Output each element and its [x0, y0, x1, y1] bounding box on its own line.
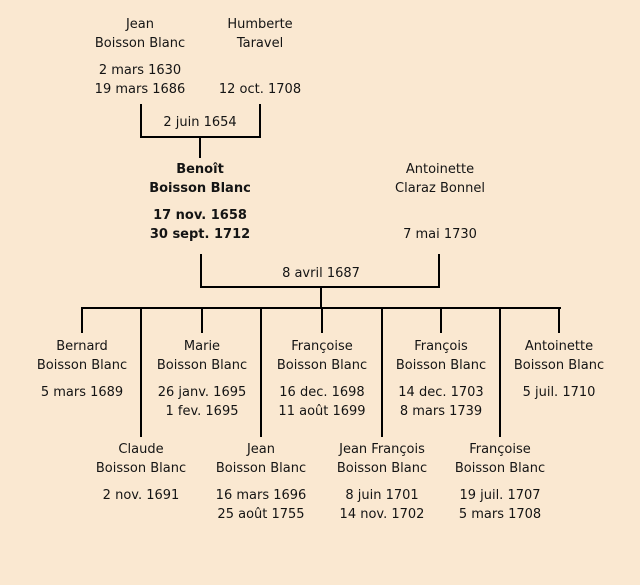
- connector-gen1-descent: [199, 136, 201, 158]
- person-name: Benoît: [176, 162, 224, 177]
- person-surname: Taravel: [236, 36, 284, 51]
- person-surname: Claraz Bonnel: [395, 181, 485, 196]
- person-name: François: [414, 339, 468, 354]
- death-date: [479, 402, 639, 421]
- person-antoinette-boisson-blanc: [479, 337, 639, 421]
- birth-date: [360, 206, 520, 225]
- person-surname: Boisson Blanc: [454, 461, 546, 476]
- death-date: 8 mars 1739: [399, 404, 483, 419]
- connector-gen2-father-drop: [200, 254, 202, 286]
- person-name: Françoise: [469, 442, 531, 457]
- person-name: Marie: [183, 339, 221, 354]
- connector-gen2-mother-drop: [438, 254, 440, 286]
- connector-child-marie: [201, 307, 203, 333]
- person-surname: Boisson Blanc: [95, 461, 187, 476]
- person-surname: Boisson Blanc: [156, 358, 248, 373]
- person-surname: Boisson Blanc: [336, 461, 428, 476]
- connector-child-francois: [440, 307, 442, 333]
- marriage-date-gen2: 8 avril 1687: [282, 266, 360, 281]
- person-surname: Boisson Blanc: [94, 36, 186, 51]
- birth-date: 14 dec. 1703: [398, 385, 484, 400]
- birth-date: 16 dec. 1698: [279, 385, 365, 400]
- person-name: Antoinette: [405, 162, 475, 177]
- birth-date: [180, 61, 340, 80]
- death-date: 7 mai 1730: [403, 227, 477, 242]
- person-name: Claude: [118, 442, 164, 457]
- marriage-date-gen1: 2 juin 1654: [163, 115, 237, 130]
- birth-date: 26 janv. 1695: [157, 385, 247, 400]
- death-date: 1 fev. 1695: [165, 404, 239, 419]
- person-humberte-taravel: [180, 15, 340, 99]
- person-antoinette-claraz-bonnel: [360, 160, 520, 244]
- death-date: 5 mars 1708: [458, 507, 542, 522]
- person-surname: Boisson Blanc: [36, 358, 128, 373]
- birth-date: 16 mars 1696: [215, 488, 307, 503]
- person-name: Bernard: [56, 339, 108, 354]
- person-name: Jean François: [339, 442, 425, 457]
- death-date: 30 sept. 1712: [149, 227, 251, 242]
- person-name: Jean: [246, 442, 276, 457]
- person-surname: Boisson Blanc: [513, 358, 605, 373]
- death-date: 25 août 1755: [217, 507, 305, 522]
- person-name: Jean: [125, 17, 155, 32]
- person-francoise-boisson-blanc-2: [420, 440, 580, 524]
- birth-date: 5 mars 1689: [40, 385, 124, 400]
- birth-date: 19 juil. 1707: [459, 488, 541, 503]
- person-surname: Boisson Blanc: [149, 181, 251, 196]
- death-date: 11 août 1699: [278, 404, 366, 419]
- person-name: Antoinette: [524, 339, 594, 354]
- person-name: Humberte: [227, 17, 293, 32]
- person-benoit-boisson-blanc: [120, 160, 280, 244]
- birth-date: 2 mars 1630: [98, 63, 182, 78]
- person-name: Françoise: [291, 339, 353, 354]
- birth-date: 2 nov. 1691: [102, 488, 180, 503]
- person-surname: Boisson Blanc: [276, 358, 368, 373]
- person-surname: Boisson Blanc: [395, 358, 487, 373]
- birth-date: 5 juil. 1710: [522, 385, 596, 400]
- death-date: 14 nov. 1702: [339, 507, 425, 522]
- birth-date: 8 juin 1701: [345, 488, 419, 503]
- connector-child-francoise: [321, 307, 323, 333]
- connector-gen2-descent: [320, 286, 322, 309]
- birth-date: 17 nov. 1658: [153, 208, 247, 223]
- death-date: 12 oct. 1708: [218, 82, 302, 97]
- connector-child-antoinette: [558, 307, 560, 333]
- person-surname: Boisson Blanc: [215, 461, 307, 476]
- death-date: 19 mars 1686: [94, 82, 186, 97]
- connector-child-bernard: [81, 307, 83, 333]
